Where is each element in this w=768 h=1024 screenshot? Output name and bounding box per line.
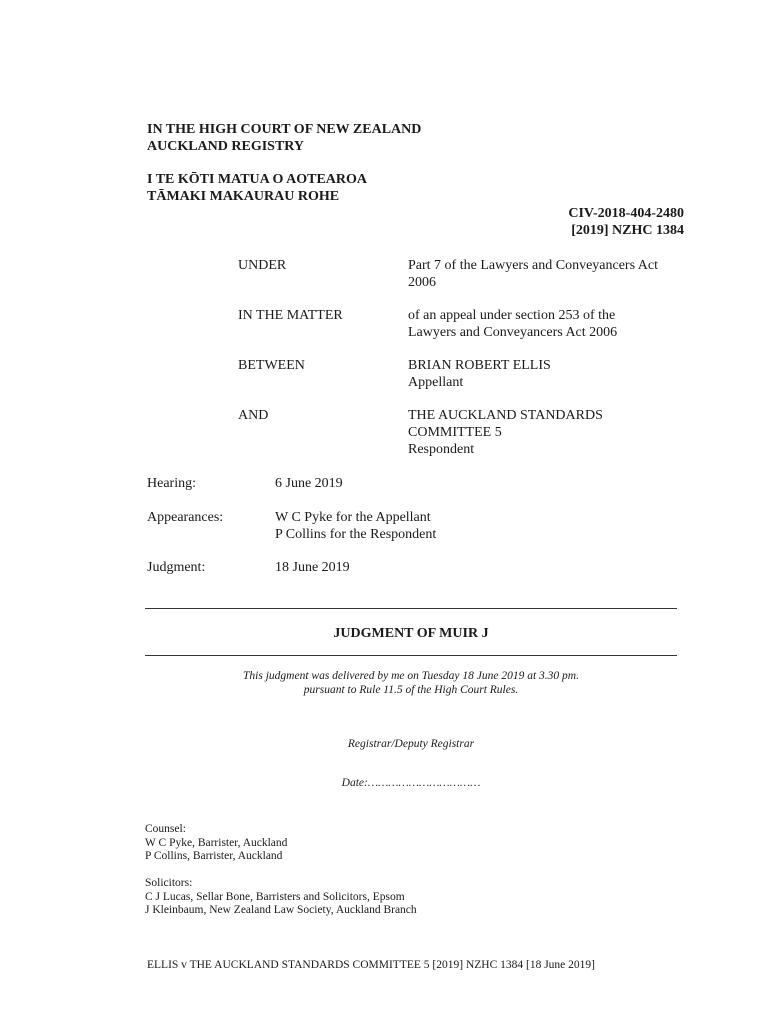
counsel-block xyxy=(145,823,287,864)
appearances-value xyxy=(275,509,436,543)
registrar-signature: Registrar/Deputy Registrar xyxy=(347,738,475,750)
party-value-line: 2006 xyxy=(408,275,436,290)
party-value-respondent xyxy=(408,407,698,458)
court-name: IN THE HIGH COURT OF NEW ZEALAND xyxy=(147,122,422,137)
court-name-maori: I TE KŌTI MATUA O AOTEAROA xyxy=(147,172,368,187)
meta-value-line: 18 June 2019 xyxy=(275,560,350,575)
file-number: CIV-2018-404-2480 xyxy=(568,206,684,221)
party-value-matter xyxy=(408,307,698,341)
counsel-heading: Counsel: xyxy=(145,823,186,835)
court-registry-maori: TĀMAKI MAKAURAU ROHE xyxy=(147,189,340,204)
neutral-citation: [2019] NZHC 1384 xyxy=(571,223,684,238)
page-footer: ELLIS v THE AUCKLAND STANDARDS COMMITTEE 5 [2019] NZHC 1384 [18 June 2019] xyxy=(147,959,595,971)
solicitors-block xyxy=(145,877,417,918)
judgment-date-value xyxy=(275,559,350,576)
party-value-line: BRIAN ROBERT ELLIS xyxy=(408,358,551,373)
delivery-note xyxy=(145,669,677,697)
party-value-under xyxy=(408,257,698,291)
party-label-and: AND xyxy=(238,408,269,423)
date-line: Date:…………………………… xyxy=(341,777,481,789)
judgment-title: JUDGMENT OF MUIR J xyxy=(333,626,489,641)
party-value-appellant xyxy=(408,357,698,391)
hearing-label: Hearing: xyxy=(147,476,196,491)
top-divider xyxy=(145,608,677,609)
solicitors-line: C J Lucas, Sellar Bone, Barristers and Solicitors, Epsom xyxy=(145,890,405,903)
party-label-matter: IN THE MATTER xyxy=(238,308,343,323)
meta-value-line: 6 June 2019 xyxy=(275,476,343,491)
counsel-line: W C Pyke, Barrister, Auckland xyxy=(145,836,288,849)
meta-value-line: W C Pyke for the Appellant xyxy=(275,510,431,525)
citation-block xyxy=(568,205,684,239)
party-value-line: Respondent xyxy=(408,442,475,457)
party-value-line: COMMITTEE 5 xyxy=(408,425,502,440)
court-registry: AUCKLAND REGISTRY xyxy=(147,139,305,154)
appearances-label: Appearances: xyxy=(147,510,224,525)
bottom-divider xyxy=(145,655,677,656)
delivery-line: This judgment was delivered by me on Tuesday 18 June 2019 at 3.30 pm. xyxy=(243,670,579,682)
meta-value-line: P Collins for the Respondent xyxy=(275,527,437,542)
party-value-line: THE AUCKLAND STANDARDS xyxy=(408,408,603,423)
counsel-line: P Collins, Barrister, Auckland xyxy=(145,850,283,862)
solicitors-heading: Solicitors: xyxy=(145,877,193,889)
party-value-line: Part 7 of the Lawyers and Conveyancers Act xyxy=(408,258,658,273)
solicitors-line: J Kleinbaum, New Zealand Law Society, Auckland Branch xyxy=(145,904,417,916)
party-value-line: Appellant xyxy=(408,375,464,390)
judgment-date-label: Judgment: xyxy=(147,560,206,575)
hearing-value xyxy=(275,475,343,492)
party-label-under: UNDER xyxy=(238,258,287,273)
party-value-line: of an appeal under section 253 of the xyxy=(408,308,616,323)
party-value-line: Lawyers and Conveyancers Act 2006 xyxy=(408,325,618,340)
delivery-line: pursuant to Rule 11.5 of the High Court Rules. xyxy=(303,684,519,696)
party-label-between: BETWEEN xyxy=(238,358,305,373)
court-heading xyxy=(147,121,421,155)
court-heading-maori xyxy=(147,171,367,205)
